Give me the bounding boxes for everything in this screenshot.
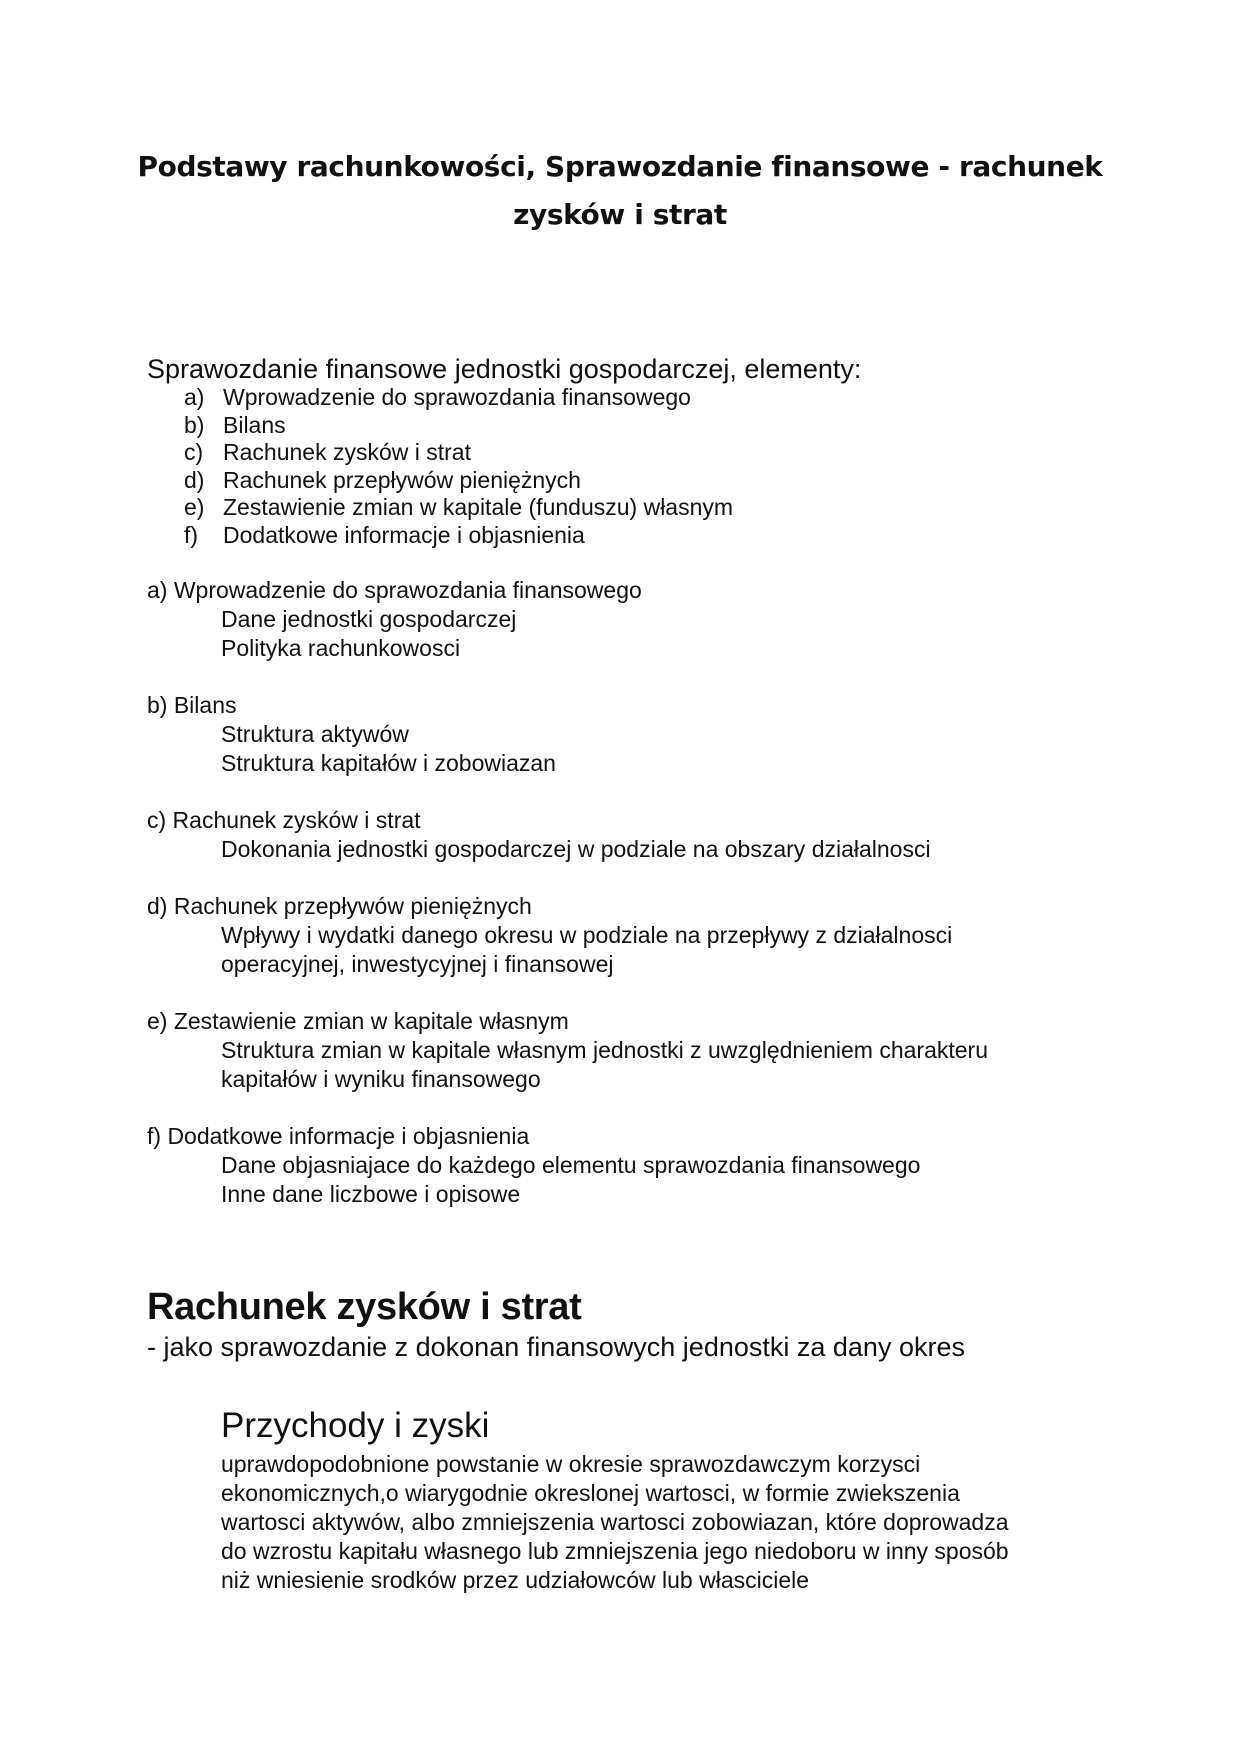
- section-d: [147, 892, 952, 979]
- przychody-heading: Przychody i zyski: [221, 1406, 490, 1445]
- list-letter: d): [184, 466, 205, 493]
- section-line: Struktura kapitałów i zobowiazan: [221, 750, 556, 776]
- definition-line: uprawdopodobnione powstanie w okresie sprawozdawczym korzysci: [221, 1451, 921, 1477]
- document-title-line-1: Podstawy rachunkowości, Sprawozdanie finansowe - rachunek: [137, 150, 1103, 183]
- section-line: Inne dane liczbowe i opisowe: [221, 1181, 521, 1207]
- section-e: [147, 1007, 988, 1094]
- section-line: Dane objasniajace do każdego elementu sprawozdania finansowego: [221, 1152, 921, 1178]
- definition-line: wartosci aktywów, albo zmniejszenia wartosci zobowiazan, które doprowadza: [221, 1509, 1009, 1535]
- section-heading: a) Wprowadzenie do sprawozdania finansowego: [147, 577, 642, 603]
- list-text: Dodatkowe informacje i objasnienia: [223, 521, 585, 548]
- list-letter: c): [184, 439, 204, 465]
- section-f: [147, 1122, 920, 1209]
- section-heading: f) Dodatkowe informacje i objasnienia: [147, 1123, 530, 1149]
- list-text: Rachunek przepływów pieniężnych: [223, 466, 581, 493]
- section-line: Polityka rachunkowosci: [221, 635, 461, 661]
- rzis-heading: Rachunek zysków i strat: [147, 1286, 582, 1328]
- list-text: Rachunek zysków i strat: [223, 439, 471, 465]
- list-text: Zestawienie zmian w kapitale (funduszu) własnym: [223, 494, 734, 520]
- section-line: kapitałów i wyniku finansowego: [221, 1066, 541, 1092]
- definition-line: do wzrostu kapitału własnego lub zmniejszenia jego niedoboru w inny sposób: [221, 1538, 1009, 1564]
- list-item: [184, 412, 733, 440]
- section-line: Struktura aktywów: [221, 721, 409, 747]
- list-letter: f): [184, 521, 199, 548]
- definition-line: ekonomicznych,o wiarygodnie okreslonej wartosci, w formie zwiekszenia: [221, 1480, 960, 1506]
- definition-line: niż wniesienie srodków przez udziałowców lub własciciele: [221, 1567, 810, 1593]
- elements-list: [184, 384, 733, 549]
- section-heading: e) Zestawienie zmian w kapitale własnym: [147, 1008, 569, 1034]
- section-line: Dokonania jednostki gospodarczej w podziale na obszary działalnosci: [221, 836, 931, 862]
- list-text: Bilans: [223, 411, 286, 438]
- list-letter: a): [184, 384, 205, 410]
- list-item: [184, 467, 733, 495]
- section-a: [147, 576, 642, 663]
- section-line: Dane jednostki gospodarczej: [221, 606, 517, 632]
- section-heading: b) Bilans: [147, 692, 237, 718]
- list-text: Wprowadzenie do sprawozdania finansowego: [223, 384, 691, 410]
- section-c: [147, 806, 931, 864]
- list-item: [184, 494, 733, 522]
- list-letter: b): [184, 411, 205, 438]
- section-line: operacyjnej, inwestycyjnej i finansowej: [221, 951, 614, 977]
- list-item: [184, 522, 733, 550]
- section-heading: d) Rachunek przepływów pieniężnych: [147, 893, 532, 919]
- rzis-subtitle: - jako sprawozdanie z dokonan finansowych jednostki za dany okres: [147, 1332, 965, 1362]
- list-item: [184, 439, 733, 467]
- document-title: [0, 143, 1240, 239]
- document-title-line-2: zysków i strat: [513, 198, 727, 231]
- section-heading: c) Rachunek zysków i strat: [147, 807, 421, 833]
- list-letter: e): [184, 494, 205, 520]
- section-line: Wpływy i wydatki danego okresu w podziale na przepływy z działalnosci: [221, 922, 953, 948]
- intro-text: Sprawozdanie finansowe jednostki gospodarczej, elementy:: [147, 354, 862, 384]
- przychody-definition: [221, 1450, 1101, 1595]
- section-line: Struktura zmian w kapitale własnym jednostki z uwzględnieniem charakteru: [221, 1037, 989, 1063]
- section-b: [147, 691, 556, 778]
- list-item: [184, 384, 733, 412]
